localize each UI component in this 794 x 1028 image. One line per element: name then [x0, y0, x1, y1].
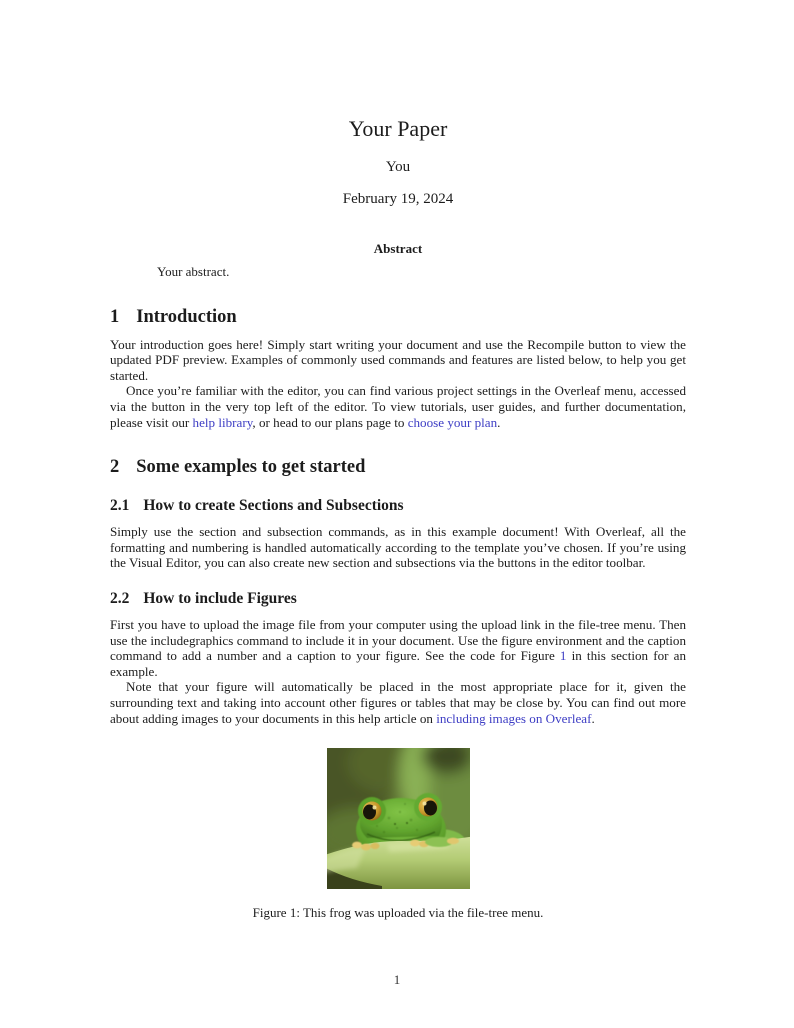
- intro-paragraph-2: [110, 383, 686, 430]
- intro-paragraph-1: Your introduction goes here! Simply start writing your document and use the Recompile button to view the updated PDF preview. Examples of commonly used commands and features are listed below, to help you get started.: [110, 336, 686, 383]
- section-2-number: 2: [110, 457, 120, 478]
- figure-1-caption: Figure 1: This frog was uploaded via the file-tree menu.: [252, 905, 544, 921]
- section-1-number: 1: [110, 306, 120, 327]
- frog-photo: [327, 748, 470, 889]
- section-1-title: Introduction: [136, 306, 237, 327]
- s22-p2-text: Note that your figure will automatically be placed in the most appropriate place for it, given the surrounding text and taking into account other figures or tables that may be close by. You can find out more about adding images to your documents in this help article on: [110, 679, 686, 726]
- section-1-heading: [110, 306, 686, 328]
- choose-your-plan-link[interactable]: choose your plan: [407, 414, 498, 430]
- page-number: 1: [393, 972, 401, 987]
- text-column: [110, 0, 686, 921]
- section-2-2-heading: [110, 589, 686, 608]
- intro-p2-text: Once you’re familiar with the editor, you can find various project settings in the Overleaf menu, accessed via the button in the very top left of the editor. To view tutorials, user guides, and further documentation, please visit our: [110, 383, 686, 430]
- section-2-title: Some examples to get started: [136, 457, 366, 478]
- s22-p1-text-end: in this section for an example.: [110, 648, 686, 679]
- paper-date: February 19, 2024: [342, 191, 454, 207]
- section-2-2-number: 2.2: [110, 589, 130, 607]
- section-2-2-paragraph-1: [110, 617, 686, 679]
- abstract-heading: Abstract: [373, 241, 423, 256]
- figure-1: [110, 748, 686, 921]
- section-2-heading: [110, 456, 686, 478]
- s22-p2-text-end: .: [591, 710, 595, 726]
- section-2-2-paragraph-2: [110, 679, 686, 726]
- section-2-1-heading: [110, 496, 686, 515]
- section-2-2-title: How to include Figures: [143, 589, 297, 607]
- figure-1-reference-link[interactable]: 1: [559, 648, 567, 664]
- paper-title: Your Paper: [348, 116, 448, 141]
- abstract-text: Your abstract.: [157, 264, 230, 279]
- help-library-link[interactable]: help library: [192, 414, 253, 430]
- paper-author: You: [385, 159, 411, 175]
- s22-p1-text: First you have to upload the image file from your computer using the upload link in the file-tree menu. Then use the includegraphics command to include it in your document. Use the figure environment and the caption command to add a number and a caption to your figure. See the code for Figure: [110, 616, 686, 664]
- including-images-link[interactable]: including images on Overleaf: [436, 710, 592, 726]
- section-2-1-title: How to create Sections and Subsections: [143, 497, 404, 515]
- section-2-1-paragraph: Simply use the section and subsection commands, as in this example document! With Overleaf, all the formatting and numbering is handled automatically according to the template you’ve chosen. If you’re using the Visual Editor, you can also create new section and subsections via the buttons in the editor toolbar.: [110, 524, 686, 571]
- section-2-1-number: 2.1: [110, 497, 130, 515]
- intro-p2-text-mid: , or head to our plans page to: [252, 414, 408, 430]
- intro-p2-text-end: .: [497, 414, 501, 430]
